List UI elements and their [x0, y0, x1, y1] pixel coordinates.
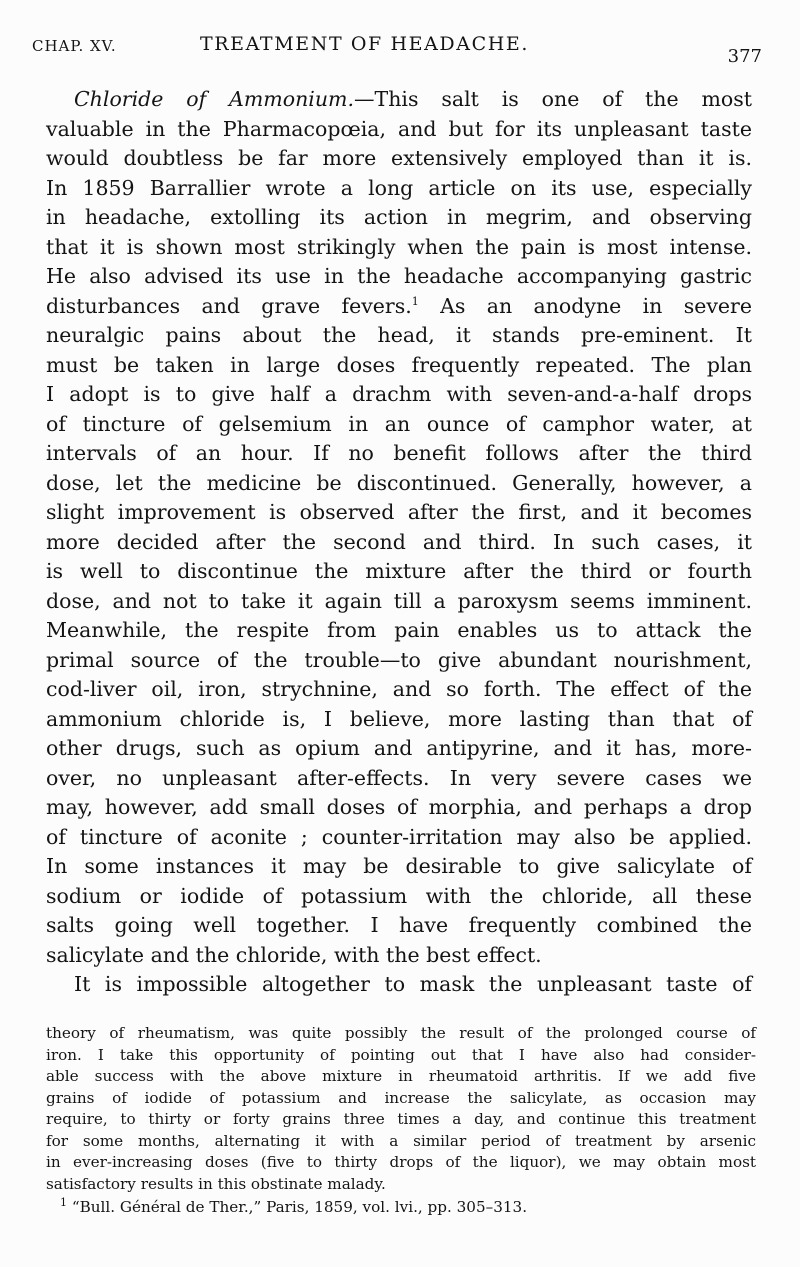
text-line: of tincture of gelsemium in an ounce of camphor water, at [46, 411, 752, 436]
footnote-ref-marker: 1 [60, 1195, 67, 1209]
text-line: dose, let the medicine be discontinued. Generally, however, a [46, 470, 752, 495]
text-line: In some instances it may be desirable to give salicylate of [46, 854, 752, 878]
running-head [32, 30, 762, 70]
text-line: In 1859 Barrallier wrote a long article on its use, especially [46, 175, 752, 200]
text-line: that it is shown most strikingly when the pain is most intense. [46, 234, 752, 259]
text-line: dose, and not to take it again till a paroxysm seems imminent. [46, 588, 752, 613]
footnote-line: satisfactory results in this obstinate malady. [46, 1174, 386, 1193]
body-text [46, 85, 752, 1000]
page-title: TREATMENT OF HEADACHE. [200, 33, 529, 55]
text-line: ammonium chloride is, I believe, more lasting than that of [46, 706, 752, 731]
footnote-line: iron. I take this opportunity of pointing out that I have also had consider- [46, 1045, 756, 1064]
text-line: primal source of the trouble—to give abundant nourishment, [46, 647, 752, 672]
text-line [46, 85, 752, 115]
text-line: neuralgic pains about the head, it stands pre-eminent. It [46, 323, 752, 347]
text-line: must be taken in large doses frequently repeated. The plan [46, 352, 752, 377]
footnotes [46, 1023, 756, 1219]
footnote-line: in ever-increasing doses (five to thirty drops of the liquor), we may obtain most [46, 1153, 756, 1171]
section-heading: Chloride of Ammonium. [74, 87, 355, 111]
text-span: disturbances and grave fevers. [46, 293, 412, 318]
footnote-ref-text: “Bull. Général de Ther.,” Paris, 1859, vol. lvi., pp. 305–313. [71, 1198, 528, 1216]
text-line: sodium or iodide of potassium with the chloride, all these [46, 883, 752, 908]
text-span: As an anodyne in severe [440, 293, 752, 318]
text-line [46, 292, 752, 322]
footnote-line: theory of rheumatism, was quite possibly the result of the prolonged course of [46, 1024, 756, 1042]
text-line: slight improvement is observed after the first, and it becomes [46, 500, 752, 524]
footnote-reference [46, 1197, 756, 1219]
chapter-label: CHAP. XV. [32, 37, 117, 55]
footnote-marker: 1 [411, 294, 419, 308]
text-line: cod-liver oil, iron, strychnine, and so forth. The effect of the [46, 677, 752, 701]
footnote-line: grains of iodide of potassium and increase the salicylate, as occasion may [46, 1088, 756, 1107]
text-line: valuable in the Pharmacopœia, and but for its unpleasant taste [46, 116, 752, 141]
footnote-line: require, to thirty or forty grains three times a day, and continue this treatment [46, 1110, 756, 1128]
text-line: may, however, add small doses of morphia, and perhaps a drop [46, 795, 752, 819]
text-line: is well to discontinue the mixture after the third or fourth [46, 559, 752, 583]
text-line: more decided after the second and third. In such cases, it [46, 529, 752, 554]
text-line: Meanwhile, the respite from pain enables us to attack the [46, 618, 752, 642]
text-line: It is impossible altogether to mask the unpleasant taste of [74, 972, 752, 996]
text-line: I adopt is to give half a drachm with seven-and-a-half drops [46, 382, 752, 406]
page-number: 377 [727, 46, 762, 67]
text-line: other drugs, such as opium and antipyrine, and it has, more- [46, 736, 752, 760]
text-line: salts going well together. I have frequently combined the [46, 913, 752, 937]
text-line: salicylate and the chloride, with the best effect. [46, 942, 542, 967]
text-line: would doubtless be far more extensively employed than it is. [46, 146, 752, 170]
text-line: in headache, extolling its action in megrim, and observing [46, 205, 752, 229]
text-line: over, no unpleasant after-effects. In very severe cases we [46, 765, 752, 790]
footnote-line: able success with the above mixture in rheumatoid arthritis. If we add five [46, 1067, 756, 1085]
footnote-line: for some months, alternating it with a similar period of treatment by arsenic [46, 1131, 756, 1150]
text-line: He also advised its use in the headache accompanying gastric [46, 264, 752, 288]
text-line: intervals of an hour. If no benefit follows after the third [46, 441, 752, 465]
text-line: of tincture of aconite ; counter-irritation may also be applied. [46, 824, 752, 849]
text-span: —This salt is one of the most [354, 87, 752, 111]
